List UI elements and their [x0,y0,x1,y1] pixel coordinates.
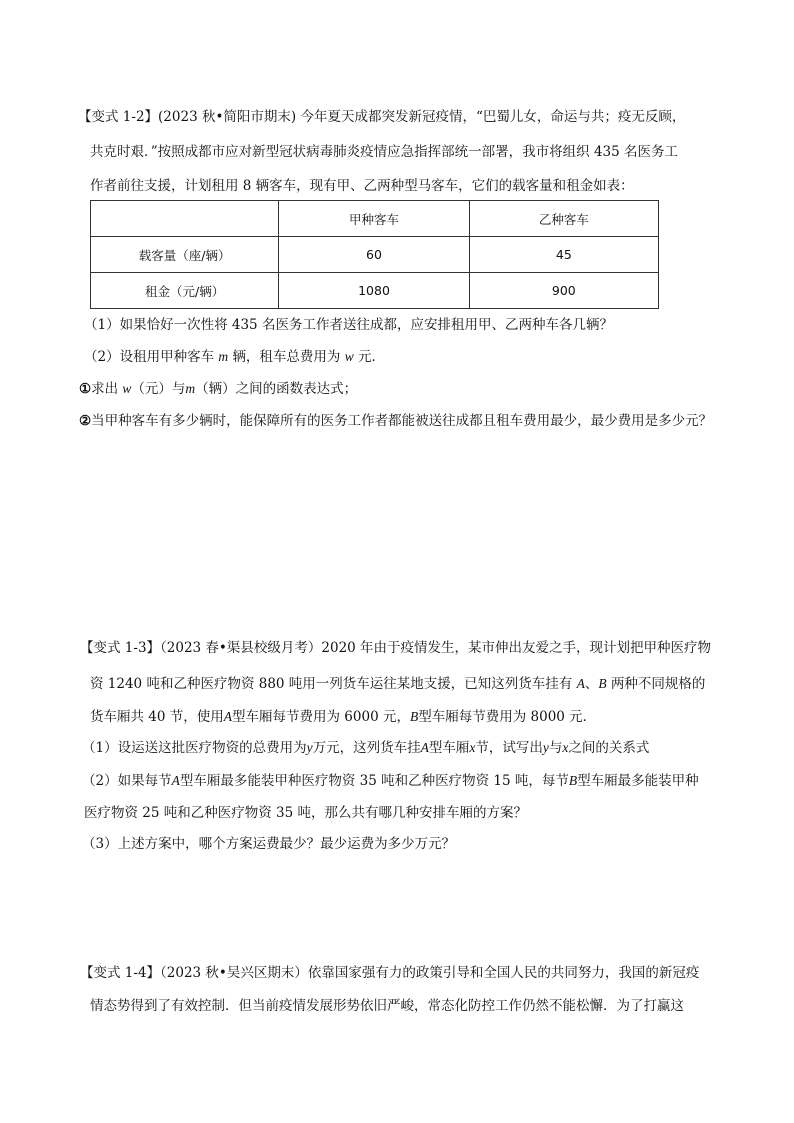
var-y: y [306,740,313,755]
text: 之间的关系式 [568,740,650,756]
table-cell: 60 [279,237,469,273]
q2-text: 辆，租车总费用为 [232,349,341,365]
table-cell: 45 [469,237,658,273]
circled-number-2: ② [79,413,92,429]
q2-2-text: 当甲种客车有多少辆时，能保障所有的医务工作者都能被送往成都且租车费用最少，最少费用是多少元？ [91,413,713,429]
table-cell: 1080 [279,273,469,309]
text: 、 [584,676,599,692]
var-B: B [568,773,578,788]
problem-1-3-line-3 [90,707,596,727]
table-header-cell: 甲种客车 [279,201,469,237]
var-m: m [185,381,196,396]
table-header-cell [91,201,279,237]
var-m: m [218,349,229,364]
q2-text: （2）设租用甲种客车 [84,349,215,365]
problem-1-4-text: 依靠国家强有力的政策引导和全国人民的共同努力，我国的新冠疫 [307,965,700,981]
problem-1-3-question-2-cont: 医疗物资 25 吨和乙种医疗物资 35 吨，那么共有哪几种安排车厢的方案？ [84,805,528,821]
var-B: B [409,709,419,724]
problem-1-3-line-1 [80,638,711,658]
table-cell: 900 [469,273,658,309]
problem-1-2-question-2-2 [79,411,712,431]
text: 节，试写出 [475,740,543,756]
problem-1-3-source: （2023 春•渠县校级月考） [160,640,322,656]
problem-1-2-text: 今年夏天成都突发新冠疫情，“巴蜀儿女，命运与共；疫无反顾， [300,109,686,125]
problem-1-2-question-2-1 [79,379,357,399]
text: 型车厢每节费用为 6000 元， [232,709,410,725]
text: 型车厢最多能装甲种医疗物资 35 吨和乙种医疗物资 15 吨，每节 [179,773,569,789]
var-x: x [469,740,476,755]
var-A: A [171,773,180,788]
table-row [91,237,659,273]
problem-1-4-line-1 [80,963,699,983]
text: 与 [548,740,563,756]
problem-1-4-line-2: 情态势得到了有效控制．但当前疫情发展形势依旧严峻，常态化防控工作仍然不能松懈．为了打赢这 [90,998,684,1014]
text: 型车厢每节费用为 8000 元． [418,709,597,725]
q2-text: 元． [358,349,386,365]
bus-rental-table [90,200,659,309]
circled-number-1: ① [79,381,92,397]
problem-1-2-line-3: 作者前往支援，计划租用 8 辆客车，现有甲、乙两种型马客车，它们的载客量和租金如表： [90,178,634,194]
text: （1）设运送这批医疗物资的总费用为 [82,740,307,756]
var-A: A [576,676,585,691]
table-header-cell: 乙种客车 [469,201,658,237]
table-cell: 载客量（座/辆） [91,237,279,273]
q2-1-text: （辆）之间的函数表达式； [195,381,358,397]
text: 货车厢共 40 节，使用 [90,709,224,725]
table-header-row [91,201,659,237]
var-A: A [223,709,233,724]
problem-1-3-question-1 [82,738,649,758]
problem-1-2-question-2 [84,347,385,367]
problem-1-2-question-1: （1）如果恰好一次性将 435 名医务工作者送往成都，应安排租用甲、乙两种车各几辆？ [84,317,613,333]
problem-1-3-question-2 [82,771,699,791]
problem-1-2-tag: 【变式 1-2】 [78,109,159,125]
problem-1-2-line-2: 共克时艰．”按照成都市应对新型冠状病毒肺炎疫情应急指挥部统一部署，我市将组织 435 名医务工 [90,144,679,160]
table-row [91,273,659,309]
text: 型车厢最多能装甲种 [577,773,699,789]
var-x: x [562,740,569,755]
table-cell: 租金（元/辆） [91,273,279,309]
text: 型车厢 [428,740,470,756]
problem-1-2-source: (2023 秋•简阳市期末) [158,109,297,125]
problem-1-3-text: 2020 年由于疫情发生，某市伸出友爱之手，现计划把甲种医疗物 [321,640,712,656]
q2-1-text: （元）与 [131,381,186,397]
problem-1-4-tag: 【变式 1-4】 [80,965,161,981]
problem-1-3-line-2 [90,674,705,694]
var-y: y [542,740,549,755]
problem-1-3-tag: 【变式 1-3】 [80,640,161,656]
var-w: w [122,381,132,396]
var-w: w [344,349,354,364]
text: （2）如果每节 [82,773,172,789]
problem-1-2-line-1 [78,107,685,127]
text: 两种不同规格的 [610,676,706,692]
text: 资 1240 吨和乙种医疗物资 880 吨用一列货车运往某地支援，已知这列货车挂有 [90,676,573,692]
q2-1-text: 求出 [91,381,119,397]
var-A: A [420,740,429,755]
var-B: B [598,676,607,691]
problem-1-3-question-3: （3）上述方案中，哪个方案运费最少？最少运费为多少万元？ [82,836,456,852]
problem-1-4-source: （2023 秋•吴兴区期末） [160,965,308,981]
text: 万元，这列货车挂 [312,740,421,756]
